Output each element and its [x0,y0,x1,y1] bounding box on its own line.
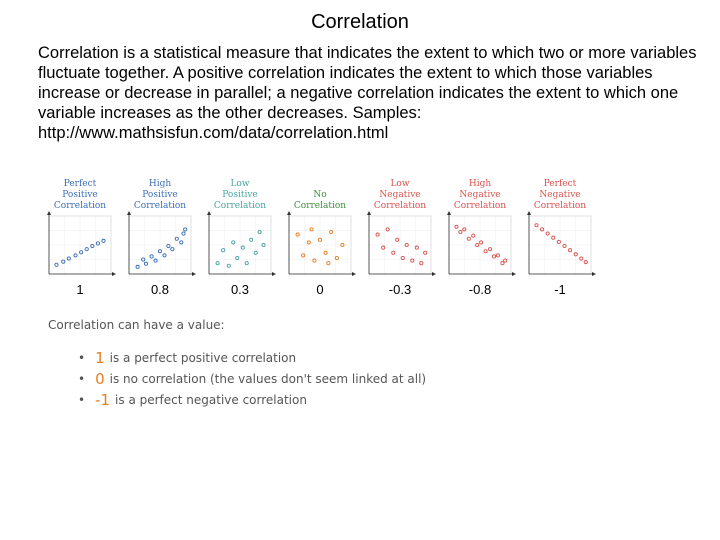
correlation-value-label: 0.3 [230,282,250,297]
panel-title-line: Positive [62,190,98,200]
panel-title-line: Correlation [453,201,507,211]
y-axis-arrow [207,211,211,215]
panel-title-line: Correlation [373,201,427,211]
panel-title-line: Low [390,179,410,189]
list-item [78,368,448,389]
value-description: is a perfect positive correlation [109,350,297,365]
x-axis-arrow [272,272,276,276]
panel-title-line: Negative [459,190,501,200]
y-axis-arrow [367,211,371,215]
panel-title-line: Perfect [63,179,97,189]
panel-title-line: Negative [539,190,581,200]
x-axis-arrow [112,272,116,276]
slide-title: Correlation [311,11,409,33]
x-axis-arrow [592,272,596,276]
y-axis-arrow [127,211,131,215]
panel-title-line: Positive [222,190,258,200]
correlation-value-label: 0.8 [150,282,170,297]
value-number: 1 [95,348,105,367]
scatter-panels [40,176,600,301]
correlation-value-label: -0.8 [468,282,492,297]
panel-title-line: High [468,179,492,189]
correlation-value-label: -0.3 [388,282,412,297]
panel-title-line: Low [230,179,250,189]
value-description: is a perfect negative correlation [115,392,307,407]
value-description: is no correlation (the values don't seem linked at all) [109,371,427,386]
panel-title-line: Correlation [533,201,587,211]
scatter-panel [127,179,196,297]
bullet-icon: • [78,350,86,365]
panel-title-line: Correlation [53,201,107,211]
panel-title-line: Positive [142,190,178,200]
x-axis-arrow [352,272,356,276]
panel-title-line: Negative [379,190,421,200]
scatter-panel [287,190,356,297]
correlation-values [48,318,448,410]
correlation-value-label: 0 [316,282,324,297]
scatter-panel [207,179,276,297]
scatter-panel [447,179,516,297]
panel-title-line: No [313,190,327,200]
panel-title-line: Correlation [133,201,187,211]
bullet-icon: • [78,392,86,407]
body-paragraph: Correlation is a statistical measure that indicates the extent to which two or more variables fluctuate together. A positive correlation indicates the extent to which those variables increase or decrease in parallel; a negative correlation indicates the extent to which one variable increases as the other decreases. Samples: http://www.mathsisfun.com/data/correlation.html [38,44,697,142]
panel-title-line: High [148,179,172,189]
y-axis-arrow [47,211,51,215]
list-item [78,347,448,368]
x-axis-arrow [432,272,436,276]
bullet-icon: • [78,371,86,386]
y-axis-arrow [287,211,291,215]
correlation-examples [40,176,600,301]
values-list [48,347,448,410]
x-axis-arrow [192,272,196,276]
scatter-panel [367,179,436,297]
y-axis-arrow [447,211,451,215]
panel-title-line: Correlation [293,201,347,211]
correlation-value-label: -1 [554,282,566,297]
values-intro: Correlation can have a value: [48,318,225,332]
panel-title-line: Correlation [213,201,267,211]
x-axis-arrow [512,272,516,276]
value-number: -1 [95,390,111,409]
correlation-value-label: 1 [76,282,84,297]
y-axis-arrow [527,211,531,215]
scatter-panel [527,179,596,297]
value-number: 0 [95,369,105,388]
list-item [78,389,448,410]
panel-title-line: Perfect [543,179,577,189]
scatter-panel [47,179,116,297]
